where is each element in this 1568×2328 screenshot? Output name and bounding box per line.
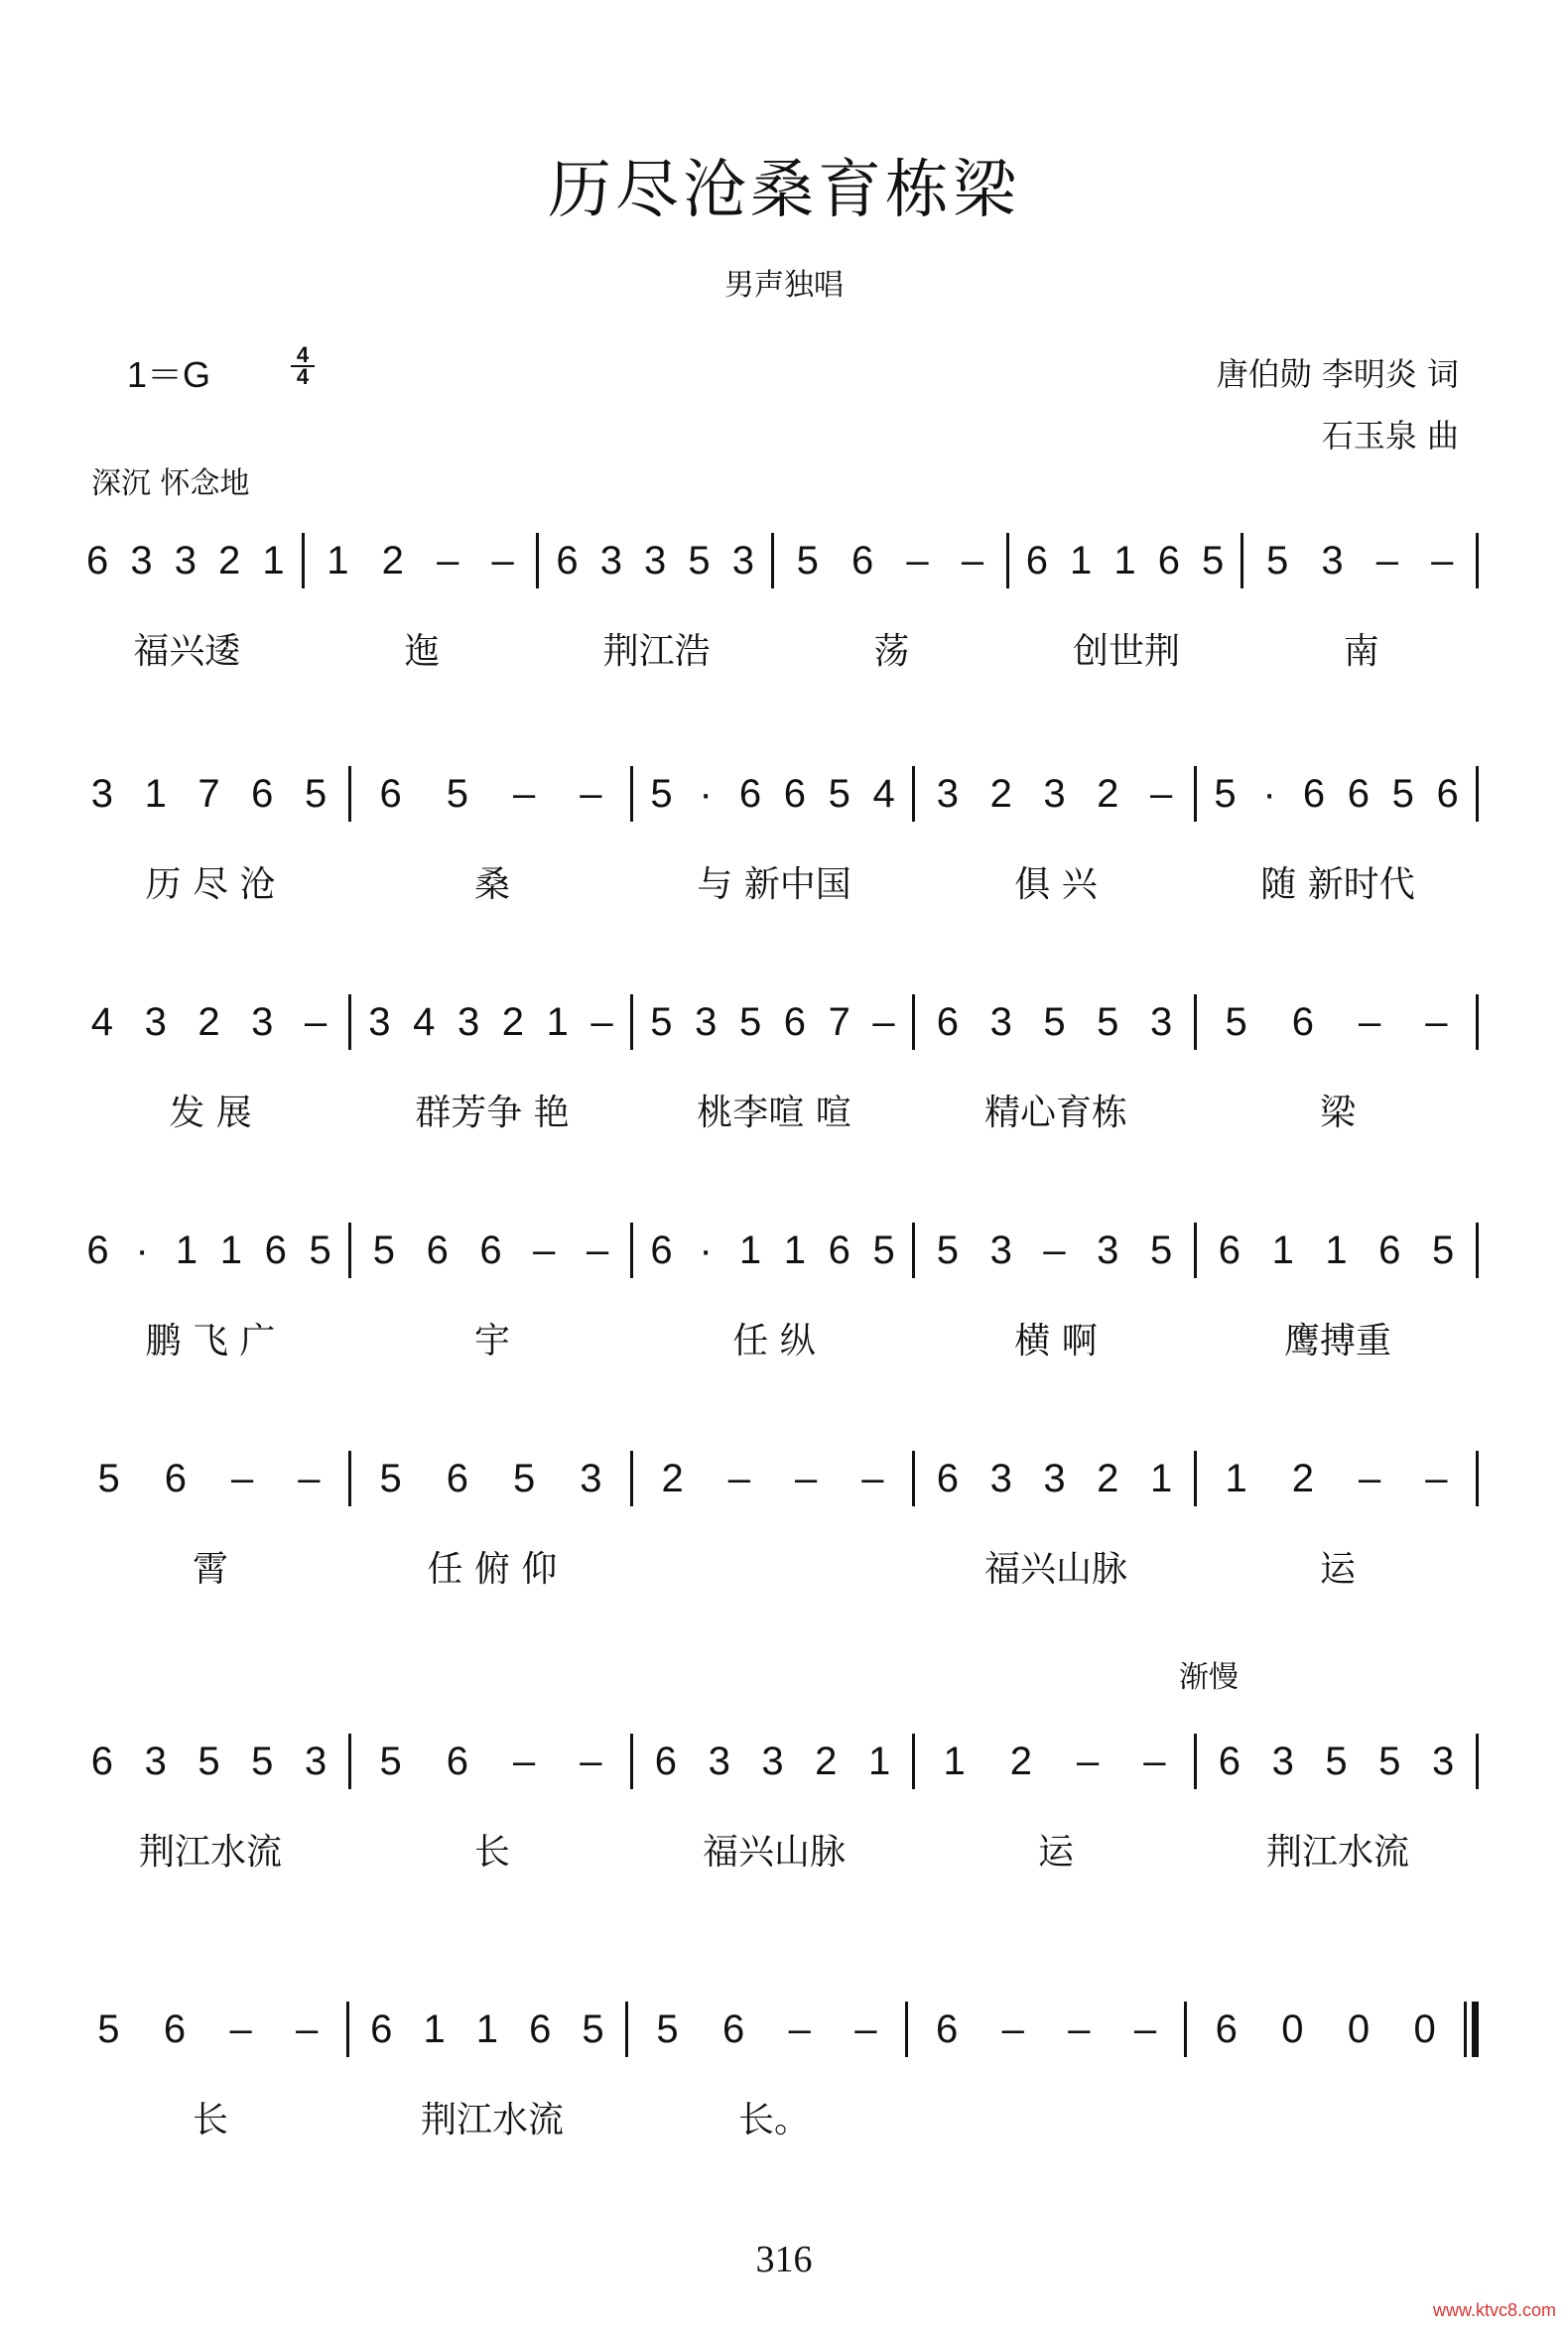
lyric-segment: 长 bbox=[473, 1832, 510, 1873]
lyric-segment: 横 啊 bbox=[1014, 1321, 1098, 1361]
measure bbox=[1187, 1985, 1464, 2074]
note: 6 bbox=[1302, 771, 1326, 816]
lyric-segment: 随 新时代 bbox=[1260, 864, 1415, 905]
note: – bbox=[906, 538, 929, 582]
note: 5 bbox=[582, 2006, 604, 2051]
time-top: 4 bbox=[296, 342, 310, 367]
note: – bbox=[861, 1456, 884, 1500]
note: 1 bbox=[943, 1739, 966, 1783]
note: 2 bbox=[1291, 1456, 1314, 1500]
barline bbox=[1476, 994, 1479, 1050]
lyric-segment: 南 bbox=[1343, 631, 1379, 672]
lyric-segment: 梁 bbox=[1319, 1093, 1356, 1133]
note: 0 bbox=[1347, 2006, 1371, 2051]
measure bbox=[633, 749, 912, 839]
note: 3 bbox=[695, 999, 718, 1044]
note: – bbox=[231, 1456, 254, 1500]
notation-row bbox=[69, 1206, 1479, 1295]
lyrics-row bbox=[69, 1085, 1479, 1135]
note: 6 bbox=[264, 1228, 287, 1272]
key-signature: 1＝G bbox=[127, 354, 211, 395]
note: – bbox=[437, 538, 459, 582]
note: – bbox=[296, 2006, 319, 2051]
note: 3 bbox=[144, 1739, 167, 1783]
note: 5 bbox=[1391, 771, 1414, 816]
lyrics-row bbox=[69, 1313, 1479, 1363]
note: 6 bbox=[379, 771, 402, 816]
measure bbox=[539, 516, 771, 605]
measure bbox=[915, 977, 1194, 1067]
lyric-segment: 桃李喧 喧 bbox=[697, 1093, 851, 1133]
note: 5 bbox=[513, 1456, 536, 1500]
note: 6 bbox=[164, 1456, 187, 1500]
note: 6 bbox=[90, 1739, 114, 1783]
note: 7 bbox=[828, 999, 850, 1044]
note: · bbox=[699, 771, 713, 816]
measure bbox=[69, 977, 348, 1067]
note: 5 bbox=[379, 1739, 402, 1783]
note: 1 bbox=[1149, 1456, 1173, 1500]
composer-credit: 石玉泉 曲 bbox=[1321, 417, 1459, 454]
note: 1 bbox=[327, 538, 349, 582]
note: 6 bbox=[529, 2006, 552, 2051]
note: – bbox=[854, 2006, 877, 2051]
note: 6 bbox=[426, 1228, 449, 1272]
note: 6 bbox=[1291, 999, 1314, 1044]
note: 1 bbox=[867, 1739, 891, 1783]
barline bbox=[1476, 1734, 1479, 1789]
note: – bbox=[513, 771, 536, 816]
note: 3 bbox=[457, 999, 480, 1044]
note: – bbox=[727, 1456, 750, 1500]
note: 5 bbox=[796, 538, 819, 582]
lyric-segment: 宇 bbox=[473, 1321, 510, 1361]
note: 1 bbox=[175, 1228, 198, 1272]
note: 6 bbox=[370, 2006, 393, 2051]
note: 5 bbox=[1378, 1739, 1401, 1783]
note: 5 bbox=[650, 771, 673, 816]
lyrics-row bbox=[69, 623, 1479, 674]
note: 6 bbox=[479, 1228, 502, 1272]
note: 2 bbox=[381, 538, 404, 582]
note: 3 bbox=[708, 1739, 730, 1783]
note: – bbox=[304, 999, 327, 1044]
note: 3 bbox=[936, 771, 960, 816]
measure bbox=[69, 516, 302, 605]
performance-type: 男声独唱 bbox=[724, 268, 844, 303]
note: 5 bbox=[1431, 1228, 1455, 1272]
note: 3 bbox=[580, 1456, 602, 1500]
note: 5 bbox=[197, 1739, 220, 1783]
lyric-segment: 长。 bbox=[737, 2100, 810, 2140]
note: 5 bbox=[1043, 999, 1066, 1044]
note: 6 bbox=[1218, 1228, 1241, 1272]
note: 6 bbox=[446, 1739, 468, 1783]
lyric-segment: 桑 bbox=[473, 864, 510, 905]
score-line bbox=[69, 1985, 1479, 2142]
note: – bbox=[1043, 1228, 1066, 1272]
note: 3 bbox=[989, 1456, 1012, 1500]
score-line bbox=[69, 1434, 1479, 1592]
measure bbox=[633, 1717, 912, 1806]
note: 1 bbox=[144, 771, 167, 816]
note: 5 bbox=[656, 2006, 679, 2051]
note: 2 bbox=[197, 999, 220, 1044]
measure bbox=[915, 1206, 1194, 1295]
note: 2 bbox=[989, 771, 1012, 816]
barline bbox=[1476, 766, 1479, 822]
note: 3 bbox=[144, 999, 167, 1044]
note: 6 bbox=[1436, 771, 1459, 816]
score-line bbox=[69, 1206, 1479, 1363]
note: 6 bbox=[936, 1456, 960, 1500]
note: 6 bbox=[1347, 771, 1370, 816]
note: 5 bbox=[1325, 1739, 1348, 1783]
note: 3 bbox=[1097, 1228, 1119, 1272]
lyric-segment: 群芳争 艳 bbox=[415, 1093, 570, 1133]
note: 5 bbox=[1265, 538, 1289, 582]
note: 6 bbox=[828, 1228, 850, 1272]
note: 6 bbox=[935, 2006, 959, 2051]
note: 3 bbox=[1321, 538, 1344, 582]
lyric-segment: 发 展 bbox=[169, 1093, 252, 1133]
notation-row bbox=[69, 1717, 1479, 1806]
lyric-segment: 运 bbox=[1037, 1832, 1074, 1873]
barline bbox=[1476, 1451, 1479, 1506]
note: · bbox=[135, 1228, 149, 1272]
note: – bbox=[1425, 1456, 1448, 1500]
note: 2 bbox=[815, 1739, 838, 1783]
note: 6 bbox=[556, 538, 579, 582]
notation-row bbox=[69, 1434, 1479, 1523]
note: 1 bbox=[1325, 1228, 1348, 1272]
note: 6 bbox=[722, 2006, 745, 2051]
measure bbox=[1197, 1206, 1476, 1295]
note: – bbox=[586, 1228, 609, 1272]
measure bbox=[1197, 977, 1476, 1067]
note: 2 bbox=[1097, 771, 1119, 816]
measure bbox=[1197, 1717, 1476, 1806]
barline bbox=[1476, 533, 1479, 588]
measure bbox=[633, 1434, 912, 1523]
lyric-segment: 俱 兴 bbox=[1014, 864, 1098, 905]
note: 5 bbox=[372, 1228, 396, 1272]
score-line bbox=[69, 516, 1479, 674]
lyric-segment: 历 尽 沧 bbox=[145, 864, 276, 905]
note: 6 bbox=[1215, 2006, 1238, 2051]
note: – bbox=[1431, 538, 1454, 582]
time-signature bbox=[288, 342, 318, 389]
lyrics-row bbox=[69, 1541, 1479, 1592]
note: 1 bbox=[475, 2006, 498, 2051]
note: 3 bbox=[1043, 771, 1066, 816]
note: 6 bbox=[1378, 1228, 1401, 1272]
note: 6 bbox=[86, 538, 109, 582]
measure bbox=[1009, 516, 1241, 605]
lyric-segment: 福兴山脉 bbox=[702, 1832, 846, 1873]
measure bbox=[351, 1206, 630, 1295]
score-line bbox=[69, 977, 1479, 1135]
note: 6 bbox=[936, 999, 960, 1044]
time-bottom: 4 bbox=[296, 364, 310, 389]
measure bbox=[1197, 749, 1476, 839]
page-number: 316 bbox=[755, 2239, 813, 2280]
note: – bbox=[1149, 771, 1173, 816]
note: – bbox=[229, 2006, 252, 2051]
note: – bbox=[1001, 2006, 1024, 2051]
note: 6 bbox=[783, 771, 806, 816]
measure bbox=[908, 1985, 1185, 2074]
note: 5 bbox=[379, 1456, 402, 1500]
note: 3 bbox=[368, 999, 391, 1044]
note: 5 bbox=[304, 771, 327, 816]
lyric-segment: 迤 bbox=[404, 631, 441, 672]
lyric-segment: 任 俯 仰 bbox=[427, 1549, 558, 1590]
measure bbox=[351, 1717, 630, 1806]
notation-row bbox=[69, 1985, 1479, 2074]
note: 6 bbox=[86, 1228, 109, 1272]
note: 5 bbox=[446, 771, 468, 816]
note: 2 bbox=[218, 538, 241, 582]
note: 3 bbox=[989, 1228, 1012, 1272]
measure bbox=[633, 977, 912, 1067]
lyrics-row bbox=[69, 856, 1479, 907]
note: – bbox=[533, 1228, 556, 1272]
note: 5 bbox=[1149, 1228, 1173, 1272]
note: 3 bbox=[90, 771, 114, 816]
note: 3 bbox=[731, 538, 754, 582]
note: – bbox=[580, 1739, 602, 1783]
barline bbox=[1476, 1223, 1479, 1278]
measure bbox=[349, 1985, 626, 2074]
note: 1 bbox=[423, 2006, 446, 2051]
measure bbox=[305, 516, 537, 605]
measure bbox=[69, 1434, 348, 1523]
lyric-segment bbox=[1197, 2092, 1479, 2142]
note: 2 bbox=[661, 1456, 684, 1500]
note: · bbox=[699, 1228, 713, 1272]
lyrics-row bbox=[69, 1824, 1479, 1875]
note: 3 bbox=[761, 1739, 784, 1783]
lyric-segment: 荆江浩 bbox=[602, 631, 711, 672]
note: 2 bbox=[1097, 1456, 1119, 1500]
note: – bbox=[298, 1456, 321, 1500]
note: 5 bbox=[251, 1739, 274, 1783]
note: 6 bbox=[251, 771, 274, 816]
note: 5 bbox=[97, 2006, 120, 2051]
note: 1 bbox=[1070, 538, 1093, 582]
note: 3 bbox=[174, 538, 196, 582]
measure bbox=[351, 1434, 630, 1523]
lyric-segment: 创世荆 bbox=[1073, 631, 1181, 672]
notation-row bbox=[69, 516, 1479, 605]
lyric-segment: 荆江水流 bbox=[138, 1832, 282, 1873]
lyric-segment bbox=[915, 2092, 1197, 2142]
note: 6 bbox=[738, 771, 762, 816]
note: 0 bbox=[1281, 2006, 1304, 2051]
note: 5 bbox=[650, 999, 673, 1044]
measure bbox=[69, 749, 348, 839]
note: 3 bbox=[644, 538, 667, 582]
note: 5 bbox=[936, 1228, 960, 1272]
measure bbox=[69, 1985, 346, 2074]
lyric-segment: 福兴山脉 bbox=[983, 1549, 1127, 1590]
note: – bbox=[961, 538, 984, 582]
measure bbox=[774, 516, 1006, 605]
measure bbox=[633, 1206, 912, 1295]
final-barline bbox=[1464, 2002, 1479, 2057]
tempo-change: 渐慢 bbox=[1179, 1660, 1239, 1695]
note: – bbox=[795, 1456, 818, 1500]
note: – bbox=[1425, 999, 1448, 1044]
note: – bbox=[1133, 2006, 1157, 2051]
lyric-segment: 福兴逶 bbox=[133, 631, 241, 672]
note: 1 bbox=[1271, 1228, 1294, 1272]
lyric-segment: 长 bbox=[192, 2100, 228, 2140]
note: 3 bbox=[1043, 1456, 1066, 1500]
note: 6 bbox=[783, 999, 807, 1044]
note: – bbox=[1359, 999, 1381, 1044]
lyric-segment: 荆江水流 bbox=[420, 2100, 564, 2140]
note: 5 bbox=[309, 1228, 331, 1272]
note: 3 bbox=[251, 999, 274, 1044]
notation-row bbox=[69, 749, 1479, 839]
note: 6 bbox=[1025, 538, 1048, 582]
note: 4 bbox=[413, 999, 436, 1044]
note: 4 bbox=[872, 771, 895, 816]
measure bbox=[628, 1985, 905, 2074]
note: – bbox=[1143, 1739, 1166, 1783]
score-line bbox=[69, 749, 1479, 907]
note: 6 bbox=[654, 1739, 678, 1783]
note: 1 bbox=[219, 1228, 242, 1272]
note: – bbox=[788, 2006, 811, 2051]
note: – bbox=[513, 1739, 536, 1783]
score-line bbox=[69, 1717, 1479, 1875]
note: 5 bbox=[1202, 538, 1225, 582]
lyrics-row bbox=[69, 2092, 1479, 2142]
note: 6 bbox=[446, 1456, 468, 1500]
note: 5 bbox=[1214, 771, 1237, 816]
note: 1 bbox=[738, 1228, 762, 1272]
measure bbox=[915, 1717, 1194, 1806]
notation-row bbox=[69, 977, 1479, 1067]
lyric-segment: 荡 bbox=[873, 631, 910, 672]
note: – bbox=[580, 771, 602, 816]
lyric-segment bbox=[633, 1541, 915, 1592]
note: – bbox=[1375, 538, 1398, 582]
lyric-segment: 霄 bbox=[192, 1549, 228, 1590]
note: 1 bbox=[1113, 538, 1136, 582]
note: 1 bbox=[1225, 1456, 1247, 1500]
lyric-segment: 与 新中国 bbox=[697, 864, 851, 905]
measure bbox=[1197, 1434, 1476, 1523]
lyricist-credit: 唐伯勋 李明炎 词 bbox=[1216, 355, 1459, 393]
note: 1 bbox=[262, 538, 285, 582]
note: – bbox=[491, 538, 514, 582]
note: 3 bbox=[1431, 1739, 1455, 1783]
note: 1 bbox=[783, 1228, 806, 1272]
note: 5 bbox=[1225, 999, 1247, 1044]
note: 5 bbox=[738, 999, 762, 1044]
measure bbox=[1243, 516, 1476, 605]
measure bbox=[351, 749, 630, 839]
note: 6 bbox=[1218, 1739, 1241, 1783]
note: – bbox=[1068, 2006, 1091, 2051]
note: 6 bbox=[163, 2006, 187, 2051]
note: 3 bbox=[1149, 999, 1173, 1044]
note: 3 bbox=[599, 538, 622, 582]
note: 3 bbox=[304, 1739, 327, 1783]
watermark: www.ktvc8.com bbox=[1432, 2300, 1556, 2320]
note: 1 bbox=[546, 999, 569, 1044]
note: 5 bbox=[1097, 999, 1119, 1044]
note: 6 bbox=[1157, 538, 1180, 582]
lyric-segment: 鹰搏重 bbox=[1283, 1321, 1391, 1361]
note: 2 bbox=[501, 999, 525, 1044]
note: 6 bbox=[851, 538, 874, 582]
note: 3 bbox=[989, 999, 1012, 1044]
note: 5 bbox=[828, 771, 850, 816]
lyric-segment: 运 bbox=[1319, 1549, 1356, 1590]
tempo-marking: 深沉 怀念地 bbox=[91, 466, 250, 501]
note: 3 bbox=[1271, 1739, 1294, 1783]
note: – bbox=[1359, 1456, 1381, 1500]
note: 7 bbox=[197, 771, 220, 816]
note: · bbox=[1262, 771, 1276, 816]
lyric-segment: 精心育栋 bbox=[983, 1093, 1127, 1133]
measure bbox=[915, 749, 1194, 839]
lyric-segment: 荆江水流 bbox=[1265, 1832, 1409, 1873]
measure bbox=[351, 977, 630, 1067]
measure bbox=[69, 1206, 348, 1295]
note: 2 bbox=[1009, 1739, 1032, 1783]
measure bbox=[69, 1717, 348, 1806]
measure bbox=[915, 1434, 1194, 1523]
note: 0 bbox=[1413, 2006, 1436, 2051]
note: 4 bbox=[90, 999, 114, 1044]
note: – bbox=[590, 999, 613, 1044]
lyric-segment: 鹏 飞 广 bbox=[145, 1321, 276, 1361]
note: 3 bbox=[130, 538, 153, 582]
note: 5 bbox=[688, 538, 711, 582]
song-title: 历尽沧桑育栋梁 bbox=[548, 154, 1020, 227]
lyric-segment: 任 纵 bbox=[732, 1321, 816, 1361]
note: – bbox=[872, 999, 895, 1044]
note: – bbox=[1077, 1739, 1100, 1783]
note: 5 bbox=[872, 1228, 895, 1272]
note: 6 bbox=[650, 1228, 673, 1272]
note: 5 bbox=[97, 1456, 120, 1500]
